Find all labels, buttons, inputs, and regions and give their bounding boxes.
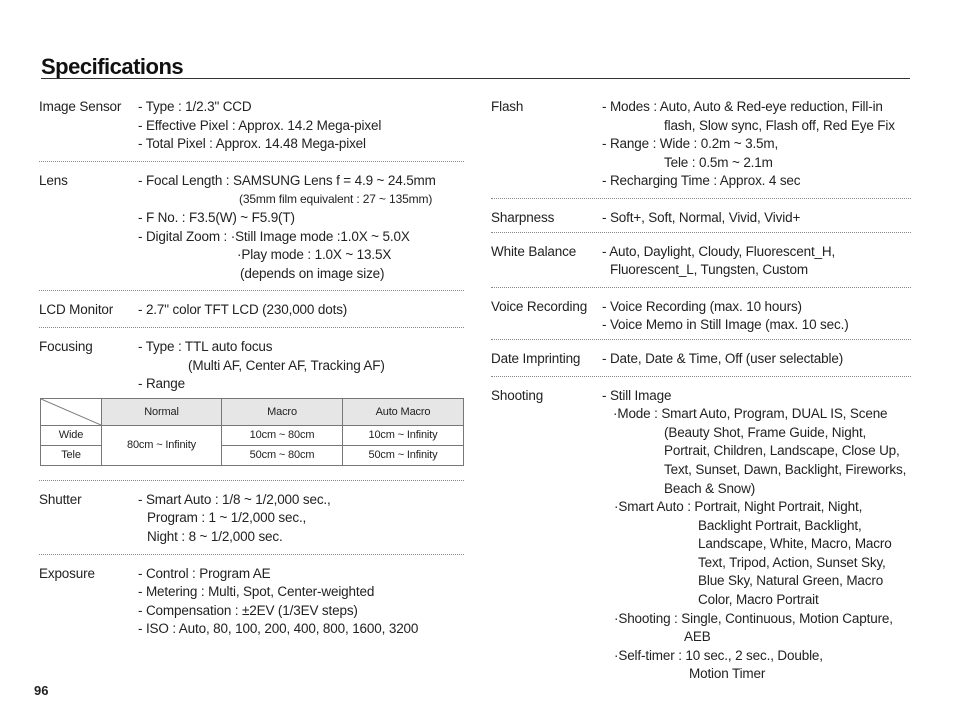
spec-line: - Smart Auto : 1/8 ~ 1/2,000 sec., — [138, 491, 331, 507]
spec-label: Focusing — [39, 338, 93, 354]
spec-line: Landscape, White, Macro, Macro — [698, 536, 892, 552]
spec-label: Sharpness — [491, 209, 555, 225]
spec-line: Night : 8 ~ 1/2,000 sec. — [147, 528, 283, 544]
spec-line: Text, Tripod, Action, Sunset Sky, — [698, 554, 886, 570]
table-row-label: Tele — [41, 445, 102, 465]
spec-line: Portrait, Children, Landscape, Close Up, — [664, 443, 900, 459]
spec-label: Voice Recording — [491, 298, 588, 314]
spec-line: - F No. : F3.5(W) ~ F5.9(T) — [138, 209, 295, 225]
page-number: 96 — [34, 683, 49, 698]
spec-line: - Digital Zoom : ·Still Image mode :1.0X ~ 5.0X — [138, 228, 410, 244]
spec-label: Lens — [39, 172, 68, 188]
table-header-cell: Macro — [222, 398, 343, 425]
spec-line: Tele : 0.5m ~ 2.1m — [664, 154, 773, 170]
spec-line: - Soft+, Soft, Normal, Vivid, Vivid+ — [602, 209, 801, 225]
spec-line: (Beauty Shot, Frame Guide, Night, — [664, 424, 867, 440]
spec-line: Fluorescent_L, Tungsten, Custom — [610, 262, 808, 278]
spec-line: - Compensation : ±2EV (1/3EV steps) — [138, 602, 358, 618]
spec-line: - Voice Memo in Still Image (max. 10 sec.) — [602, 317, 849, 333]
table-header-cell: Auto Macro — [343, 398, 464, 425]
spec-line: - Effective Pixel : Approx. 14.2 Mega-pixel — [138, 117, 382, 133]
spec-line: - Focal Length : SAMSUNG Lens f = 4.9 ~ 24.5mm — [138, 172, 436, 188]
spec-exposure — [39, 555, 464, 639]
table-cell: 10cm ~ Infinity — [343, 425, 464, 445]
table-cell: 10cm ~ 80cm — [222, 425, 343, 445]
spec-line: - Metering : Multi, Spot, Center-weighted — [138, 584, 375, 600]
spec-line: - Type : TTL auto focus — [138, 338, 273, 354]
spec-label: White Balance — [491, 243, 577, 259]
spec-shutter — [39, 481, 464, 555]
left-column — [39, 98, 464, 639]
spec-line: ·Smart Auto : Portrait, Night Portrait, Night, — [614, 499, 863, 515]
page-title: Specifications — [41, 54, 184, 79]
spec-line: Text, Sunset, Dawn, Backlight, Fireworks, — [664, 461, 907, 477]
spec-line: Beach & Snow) — [664, 480, 756, 496]
spec-focusing — [39, 328, 464, 481]
spec-line: ·Play mode : 1.0X ~ 13.5X — [237, 247, 392, 263]
spec-line: - Date, Date & Time, Off (user selectable) — [602, 350, 844, 366]
spec-label: Exposure — [39, 565, 95, 581]
spec-line: - Type : 1/2.3" CCD — [138, 99, 252, 114]
spec-label: Date Imprinting — [491, 350, 581, 366]
table-cell: 50cm ~ 80cm — [222, 445, 343, 465]
spec-voice-recording — [491, 288, 911, 340]
spec-line: (depends on image size) — [240, 265, 385, 281]
table-corner-cell — [41, 398, 102, 425]
spec-line: ·Shooting : Single, Continuous, Motion Capture, — [614, 610, 893, 626]
spec-line: Color, Macro Portrait — [698, 592, 819, 608]
spec-lcd-monitor — [39, 291, 464, 328]
spec-label: Shooting — [491, 387, 544, 403]
table-cell: 50cm ~ Infinity — [343, 445, 464, 465]
table-row-label: Wide — [41, 425, 102, 445]
diagonal-line — [41, 399, 101, 425]
spec-line: (Multi AF, Center AF, Tracking AF) — [188, 357, 385, 373]
spec-line: ·Self-timer : 10 sec., 2 sec., Double, — [614, 647, 823, 663]
spec-line: - Still Image — [602, 387, 672, 403]
spec-line: ·Mode : Smart Auto, Program, DUAL IS, Scene — [613, 406, 888, 422]
spec-image-sensor — [39, 98, 464, 162]
focus-range-table — [40, 398, 464, 466]
spec-line: - 2.7" color TFT LCD (230,000 dots) — [138, 302, 348, 318]
right-column — [491, 98, 911, 684]
table-row — [41, 425, 464, 445]
table-header-cell: Normal — [102, 398, 222, 425]
spec-line: Backlight Portrait, Backlight, — [698, 517, 862, 533]
table-cell: 80cm ~ Infinity — [102, 425, 222, 465]
table-header-row — [41, 398, 464, 425]
spec-label: Shutter — [39, 491, 82, 507]
spec-white-balance — [491, 233, 911, 288]
spec-lens — [39, 162, 464, 292]
spec-date-imprinting — [491, 340, 911, 377]
spec-line: - Range — [138, 376, 185, 392]
spec-label: Flash — [491, 99, 524, 114]
spec-flash — [491, 98, 911, 199]
spec-line: - Recharging Time : Approx. 4 sec — [602, 173, 801, 189]
spec-shooting — [491, 377, 911, 685]
spec-line: (35mm film equivalent : 27 ~ 135mm) — [239, 192, 433, 207]
spec-line: Motion Timer — [689, 666, 766, 682]
spec-line: AEB — [684, 629, 711, 645]
spec-label: LCD Monitor — [39, 302, 114, 318]
spec-line: - Control : Program AE — [138, 565, 271, 581]
spec-line: flash, Slow sync, Flash off, Red Eye Fix — [664, 117, 895, 133]
spec-sharpness — [491, 199, 911, 233]
spec-label: Image Sensor — [39, 99, 122, 114]
spec-line: - Auto, Daylight, Cloudy, Fluorescent_H, — [602, 243, 836, 259]
spec-line: Blue Sky, Natural Green, Macro — [698, 573, 884, 589]
spec-line: - ISO : Auto, 80, 100, 200, 400, 800, 1600, 3200 — [138, 621, 419, 637]
spec-line: - Voice Recording (max. 10 hours) — [602, 298, 802, 314]
spec-line: - Total Pixel : Approx. 14.48 Mega-pixel — [138, 136, 366, 152]
spec-line: - Modes : Auto, Auto & Red-eye reduction, Fill-in — [602, 99, 883, 114]
spec-line: Program : 1 ~ 1/2,000 sec., — [147, 510, 307, 526]
title-rule — [41, 78, 910, 79]
spec-line: - Range : Wide : 0.2m ~ 3.5m, — [602, 136, 779, 152]
